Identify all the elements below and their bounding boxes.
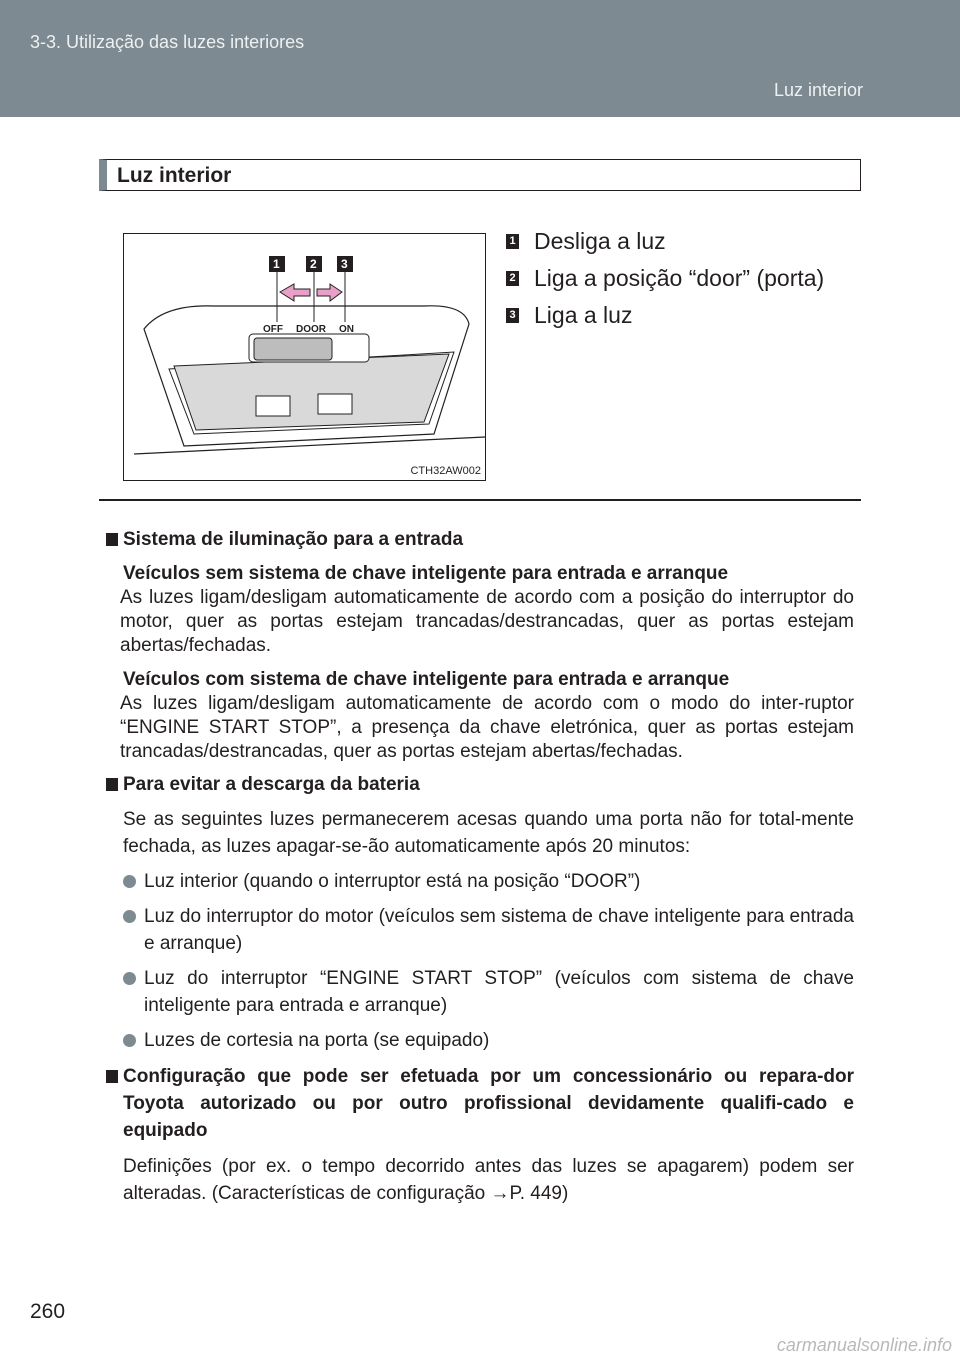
round-bullet-icon xyxy=(123,972,136,985)
interior-light-drawing xyxy=(124,234,485,480)
page-header xyxy=(0,0,960,117)
legend-number-box: 2 xyxy=(506,271,519,286)
round-bullet-icon xyxy=(123,910,136,923)
chapter-title: 3-3. Utilização das luzes interiores xyxy=(30,32,305,52)
paragraph: Se as seguintes luzes permanecerem acesas quando uma porta não for total-mente fechada, as luzes apagar-se-ão automaticamente após 20 minutos: xyxy=(123,809,854,857)
marker-1: 1 xyxy=(273,257,280,271)
list-item xyxy=(106,903,854,957)
square-bullet-icon xyxy=(106,533,118,546)
legend-text: Liga a luz xyxy=(534,302,633,328)
heading-text: Para evitar a descarga da bateria xyxy=(123,774,420,795)
list-item-text: Luzes de cortesia na porta (se equipado) xyxy=(144,1030,490,1051)
subheading: Veículos com sistema de chave inteligente para entrada e arranque xyxy=(123,669,730,690)
square-bullet-icon xyxy=(106,778,118,791)
topic-title: Luz interior xyxy=(117,164,232,187)
round-bullet-icon xyxy=(123,1034,136,1047)
switch-label-off: OFF xyxy=(263,324,283,335)
watermark: carmanualsonline.info xyxy=(776,1335,952,1355)
body-content xyxy=(106,528,854,1207)
marker-2: 2 xyxy=(310,257,317,271)
figure-code: CTH32AW002 xyxy=(410,465,481,477)
switch-label-on: ON xyxy=(339,324,354,335)
switch-label-door: DOOR xyxy=(296,324,326,335)
list-item-text: Luz do interruptor do motor (veículos sem sistema de chave inteligente para entrada e arranque) xyxy=(144,906,854,954)
legend-text: Desliga a luz xyxy=(534,228,666,254)
section-heading xyxy=(106,528,854,552)
round-bullet-icon xyxy=(123,875,136,888)
interior-light-illustration xyxy=(123,233,486,481)
list-item xyxy=(106,965,854,1019)
section-heading xyxy=(106,1063,854,1144)
marker-3: 3 xyxy=(341,257,348,271)
heading-text: Configuração que pode ser efetuada por um concessionário ou repara-dor Toyota autorizado ou por outro profissional devidamente qualifi-cado e equipado xyxy=(123,1066,854,1141)
page-number: 260 xyxy=(30,1300,66,1323)
legend-number-box: 3 xyxy=(506,308,519,323)
paragraph: Definições (por ex. o tempo decorrido antes das luzes se apagarem) podem ser alteradas. (Características de configuração →P. 449) xyxy=(123,1156,854,1204)
paragraph: As luzes ligam/desligam automaticamente de acordo com o modo do inter-ruptor “ENGINE START STOP”, a presença da chave eletrónica, quer as portas estejam trancadas/destrancadas, quer as portas estejam abertas/fechadas. xyxy=(120,693,854,762)
list-item xyxy=(106,868,854,895)
list-item-text: Luz interior (quando o interruptor está na posição “DOOR”) xyxy=(144,871,641,892)
section-heading xyxy=(106,773,854,797)
list-item-text: Luz do interruptor “ENGINE START STOP” (veículos com sistema de chave inteligente para entrada e arranque) xyxy=(144,968,854,1016)
square-bullet-icon xyxy=(106,1070,118,1083)
heading-text: Sistema de iluminação para a entrada xyxy=(123,529,464,550)
list-item xyxy=(106,1027,854,1054)
section-title: Luz interior xyxy=(773,80,863,100)
legend-number-box: 1 xyxy=(506,234,519,249)
paragraph: As luzes ligam/desligam automaticamente de acordo com a posição do interruptor do motor, quer as portas estejam trancadas/destrancadas, quer as portas estejam abertas/fechadas. xyxy=(120,587,854,656)
section-divider xyxy=(99,499,861,501)
legend-text: Liga a posição “door” (porta) xyxy=(534,265,825,291)
topic-title-box xyxy=(99,159,861,191)
subheading: Veículos sem sistema de chave inteligente para entrada e arranque xyxy=(123,563,729,584)
